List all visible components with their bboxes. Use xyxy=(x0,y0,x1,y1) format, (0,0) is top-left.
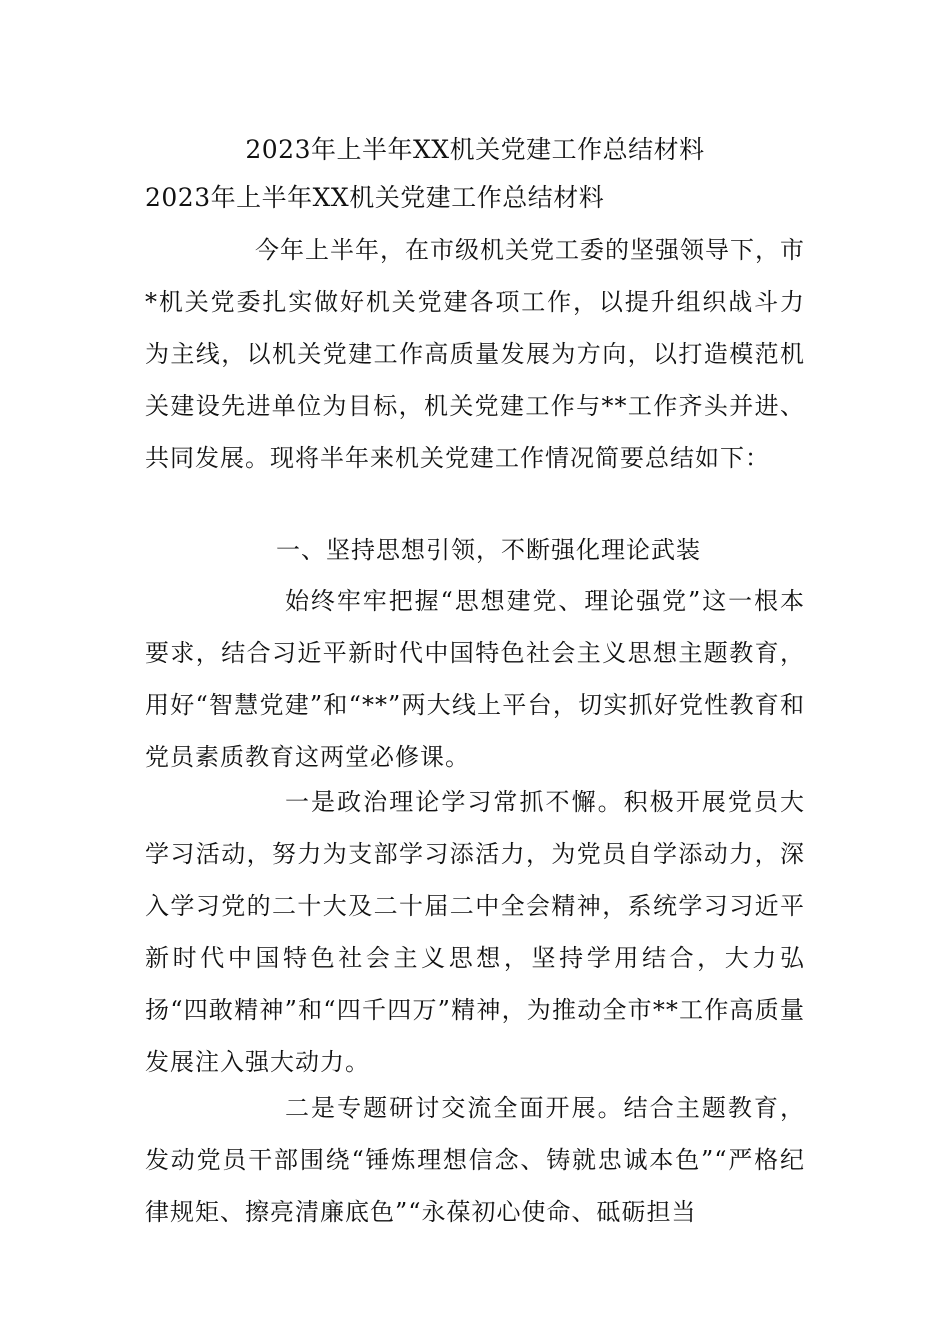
point-1-paragraph: 一是政治理论学习常抓不懈。积极开展党员大学习活动，努力为支部学习添活力，为党员自学添动力，深入学习党的二十大及二十届二中全会精神，系统学习习近平新时代中国特色社会主义思想，坚持学用结合，大力弘扬“四敢精神”和“四千四万”精神，为推动全市**工作高质量发展注入强大动力。 xyxy=(145,788,805,1076)
intro-paragraph: 今年上半年，在市级机关党工委的坚强领导下，市*机关党委扎实做好机关党建各项工作，以提升组织战斗力为主线，以机关党建工作高质量发展为方向，以打造模范机关建设先进单位为目标，机关党建工作与**工作齐头并进、共同发展。现将半年来机关党建工作情况简要总结如下： xyxy=(145,236,805,472)
point-2-paragraph: 二是专题研讨交流全面开展。结合主题教育，发动党员干部围绕“锤炼理想信念、铸就忠诚本色”“严格纪律规矩、擦亮清廉底色”“永葆初心使命、砥砺担当 xyxy=(145,1094,805,1226)
document-subtitle: 2023年上半年XX机关党建工作总结材料 xyxy=(145,183,605,212)
section-1-body-paragraph: 始终牢牢把握“思想建党、理论强党”这一根本要求，结合习近平新时代中国特色社会主义思想主题教育，用好“智慧党建”和“**”两大线上平台，切实抓好党性教育和党员素质教育这两堂必修课。 xyxy=(145,587,805,771)
section-heading-1: 一、坚持思想引领，不断强化理论武装 xyxy=(276,536,701,564)
document-title: 2023年上半年XX机关党建工作总结材料 xyxy=(245,135,705,164)
